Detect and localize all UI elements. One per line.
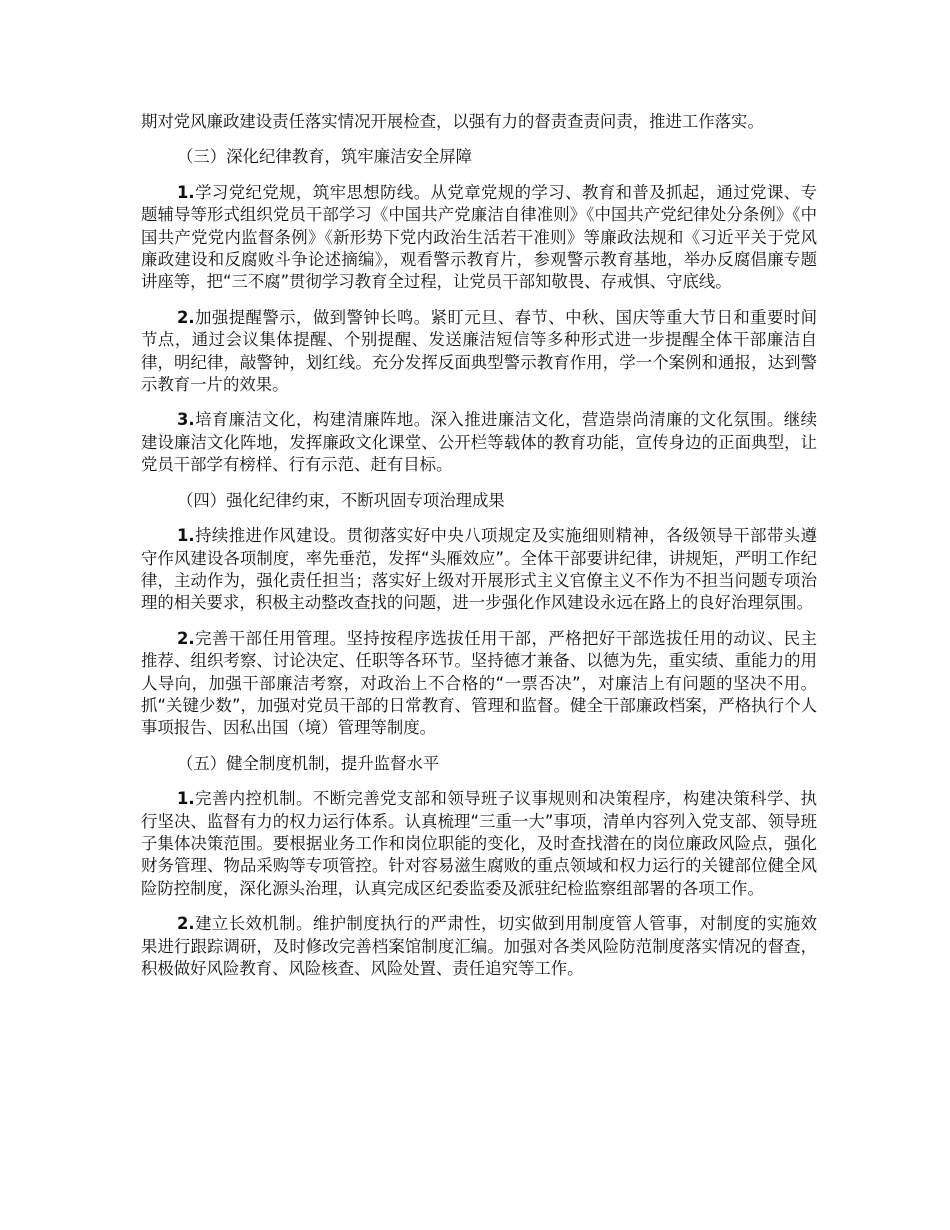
item-text: 学习党纪党规，筑牢思想防线。从党章党规的学习、教育和普及抓起，通过党课、专题辅导等形式组织党员干部学习《中国共产党廉洁自律准则》《中国共产党纪律处分条例》《中国共产党党内监督条例》《新形势下党内政治生活若干准则》等廉政法规和《习近平关于党风廉政建设和反腐败斗争论述摘编》，观看警示教育片，参观警示教育基地，举办反腐倡廉专题讲座等，把“三不腐”贯彻学习教育全过程，让党员干部知敬畏、存戒惧、守底线。 — [141, 182, 817, 292]
list-item — [141, 788, 817, 900]
item-text: 培育廉洁文化，构建清廉阵地。深入推进廉洁文化，营造崇尚清廉的文化氛围。继续建设廉洁文化阵地，发挥廉政文化课堂、公开栏等载体的教育功能，宣传身边的正面典型，让党员干部学有榜样、行有示范、赶有目标。 — [141, 410, 817, 475]
paragraph-continuation: 期对党风廉政建设责任落实情况开展检查，以强有力的督责查责问责，推进工作落实。 — [141, 112, 764, 131]
section-heading-4: （四）强化纪律约束，不断巩固专项治理成果 — [177, 490, 505, 510]
item-number: 2. — [177, 628, 195, 648]
list-item — [141, 409, 817, 476]
list-item — [141, 525, 817, 615]
item-number: 3. — [177, 410, 195, 430]
item-text: 持续推进作风建设。贯彻落实好中央八项规定及实施细则精神，各级领导干部带头遵守作风建设各项制度，率先垂范，发挥“头雁效应”。全体干部要讲纪律，讲规矩，严明工作纪律，主动作为，强化责任担当；落实好上级对开展形式主义官僚主义不作为不担当问题专项治理的相关要求，积极主动整改查找的问题，进一步强化作风建设永远在路上的良好治理氛围。 — [141, 526, 817, 613]
section-heading-5: （五）健全制度机制，提升监督水平 — [177, 753, 440, 773]
item-number: 1. — [177, 526, 195, 546]
item-text: 加强提醒警示，做到警钟长鸣。紧盯元旦、春节、中秋、国庆等重大节日和重要时间节点，通过会议集体提醒、个别提醒、发送廉洁短信等多种形式进一步提醒全体干部廉洁自律，明纪律，敲警钟，划红线。充分发挥反面典型警示教育作用，学一个案例和通报，达到警示教育一片的效果。 — [141, 307, 817, 395]
item-number: 2. — [177, 307, 195, 327]
document-page — [141, 111, 817, 993]
item-text: 完善内控机制。不断完善党支部和领导班子议事规则和决策程序，构建决策科学、执行坚决、监督有力的权力运行体系。认真梳理“三重一大”事项，清单内容列入党支部、领导班子集体决策范围。要根据业务工作和岗位职能的变化，及时查找潜在的岗位廉政风险点，强化财务管理、物品采购等专项管控。针对容易滋生腐败的重点领域和权力运行的关键部位健全风险防控制度，深化源头治理，认真完成区纪委监委及派驻纪检监察组部署的各项工作。 — [141, 789, 817, 898]
list-item — [141, 182, 817, 294]
item-text: 完善干部任用管理。坚持按程序选拔任用干部，严格把好干部选拔任用的动议、民主推荐、组织考察、讨论决定、任职等各环节。坚持德才兼备、以德为先，重实绩、重能力的用人导向，加强干部廉洁考察，对政治上不合格的“一票否决”，对廉洁上有问题的坚决不用。抓“关键少数”，加强对党员干部的日常教育、管理和监督。健全干部廉政档案，严格执行个人事项报告、因私出国（境）管理等制度。 — [141, 628, 817, 738]
item-text: 建立长效机制。维护制度执行的严肃性，切实做到用制度管人管事，对制度的实施效果进行跟踪调研，及时修改完善档案馆制度汇编。加强对各类风险防范制度落实情况的督查，积极做好风险教育、风险核查、风险处置、责任追究等工作。 — [141, 914, 817, 978]
list-item — [141, 307, 817, 397]
item-number: 1. — [177, 182, 195, 202]
list-item — [141, 913, 817, 980]
list-item — [141, 628, 817, 740]
item-number: 2. — [177, 914, 195, 934]
item-number: 1. — [177, 789, 195, 809]
section-heading-3: （三）深化纪律教育，筑牢廉洁安全屏障 — [177, 147, 473, 167]
